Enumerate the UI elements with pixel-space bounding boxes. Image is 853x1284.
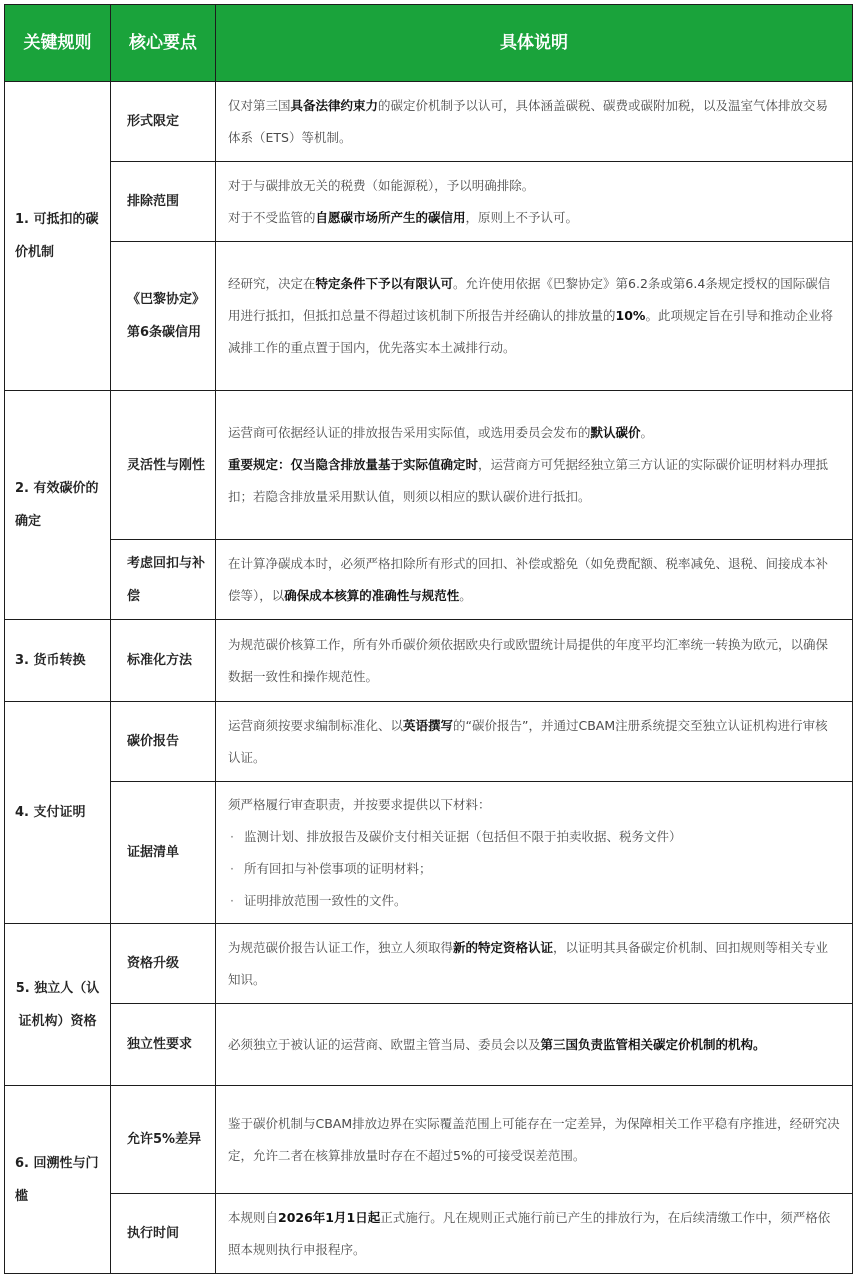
desc-cell: 运营商可依据经认证的排放报告采用实际值，或选用委员会发布的默认碳价。 重要规定：仅当隐含排放量基于实际值确定时，运营商方可凭据经独立第三方认证的实际碳价证明材料办理抵扣；若隐含排放量采用默认值，则须以相应的默认碳价进行抵扣。 <box>216 391 853 540</box>
point-cell: 形式限定 <box>111 82 216 162</box>
point-cell: 标准化方法 <box>111 620 216 702</box>
desc-cell: 为规范碳价核算工作，所有外币碳价须依据欧央行或欧盟统计局提供的年度平均汇率统一转换为欧元，以确保数据一致性和操作规范性。 <box>216 620 853 702</box>
desc-cell: 必须独立于被认证的运营商、欧盟主管当局、委员会以及第三国负责监管相关碳定价机制的机构。 <box>216 1004 853 1086</box>
table-row <box>5 162 853 242</box>
header-detail: 具体说明 <box>216 5 853 82</box>
table-row <box>5 1004 853 1086</box>
desc-cell: 经研究，决定在特定条件下予以有限认可。允许使用依据《巴黎协定》第6.2条或第6.4条规定授权的国际碳信用进行抵扣，但抵扣总量不得超过该机制下所报告并经确认的排放量的10%。此项规定旨在引导和推动企业将减排工作的重点置于国内，优先落实本土减排行动。 <box>216 242 853 391</box>
desc-cell: 为规范碳价报告认证工作，独立人须取得新的特定资格认证，以证明其具备碳定价机制、回扣规则等相关专业知识。 <box>216 924 853 1004</box>
point-cell: 考虑回扣与补偿 <box>111 540 216 620</box>
rule-cell-3: 3. 货币转换 <box>5 620 111 702</box>
rule-cell-4: 4. 支付证明 <box>5 702 111 924</box>
rule-cell-5: 5. 独立人（认证机构）资格 <box>5 924 111 1086</box>
point-cell: 《巴黎协定》第6条碳信用 <box>111 242 216 391</box>
point-cell: 灵活性与刚性 <box>111 391 216 540</box>
table-row <box>5 242 853 391</box>
cbam-rules-table <box>4 4 853 1274</box>
desc-cell: 鉴于碳价机制与CBAM排放边界在实际覆盖范围上可能存在一定差异，为保障相关工作平稳有序推进，经研究决定，允许二者在核算排放量时存在不超过5%的可接受误差范围。 <box>216 1086 853 1194</box>
table-row <box>5 620 853 702</box>
rule-cell-6: 6. 回溯性与门槛 <box>5 1086 111 1274</box>
point-cell: 允许5%差异 <box>111 1086 216 1194</box>
rule-cell-1: 1. 可抵扣的碳价机制 <box>5 82 111 391</box>
table-row <box>5 1194 853 1274</box>
point-cell: 碳价报告 <box>111 702 216 782</box>
desc-cell: 本规则自2026年1月1日起正式施行。凡在规则正式施行前已产生的排放行为，在后续清缴工作中，须严格依照本规则执行申报程序。 <box>216 1194 853 1274</box>
table-row <box>5 391 853 540</box>
point-cell: 证据清单 <box>111 782 216 924</box>
table-row <box>5 702 853 782</box>
rule-cell-2: 2. 有效碳价的确定 <box>5 391 111 620</box>
table-row <box>5 540 853 620</box>
table-row <box>5 924 853 1004</box>
table-row <box>5 1086 853 1194</box>
header-key-rule: 关键规则 <box>5 5 111 82</box>
list-item: · 监测计划、排放报告及碳价支付相关证据（包括但不限于拍卖收据、税务文件） <box>230 828 682 844</box>
table-row <box>5 82 853 162</box>
desc-cell: 仅对第三国具备法律约束力的碳定价机制予以认可，具体涵盖碳税、碳费或碳附加税，以及温室气体排放交易体系（ETS）等机制。 <box>216 82 853 162</box>
point-cell: 执行时间 <box>111 1194 216 1274</box>
desc-cell: 在计算净碳成本时，必须严格扣除所有形式的回扣、补偿或豁免（如免费配额、税率减免、退税、间接成本补偿等），以确保成本核算的准确性与规范性。 <box>216 540 853 620</box>
list-item: · 证明排放范围一致性的文件。 <box>230 892 407 908</box>
header-core-point: 核心要点 <box>111 5 216 82</box>
desc-cell: 对于与碳排放无关的税费（如能源税），予以明确排除。 对于不受监管的自愿碳市场所产生的碳信用，原则上不予认可。 <box>216 162 853 242</box>
point-cell: 独立性要求 <box>111 1004 216 1086</box>
desc-cell: 运营商须按要求编制标准化、以英语撰写的“碳价报告”，并通过CBAM注册系统提交至独立认证机构进行审核认证。 <box>216 702 853 782</box>
desc-cell: 须严格履行审查职责，并按要求提供以下材料： · 监测计划、排放报告及碳价支付相关证据（包括但不限于拍卖收据、税务文件） · 所有回扣与补偿事项的证明材料； · 证明排放范围一致性的文件。 <box>216 782 853 924</box>
list-item: · 所有回扣与补偿事项的证明材料； <box>230 860 432 876</box>
point-cell: 资格升级 <box>111 924 216 1004</box>
point-cell: 排除范围 <box>111 162 216 242</box>
table-row <box>5 782 853 924</box>
table-header-row <box>5 5 853 82</box>
